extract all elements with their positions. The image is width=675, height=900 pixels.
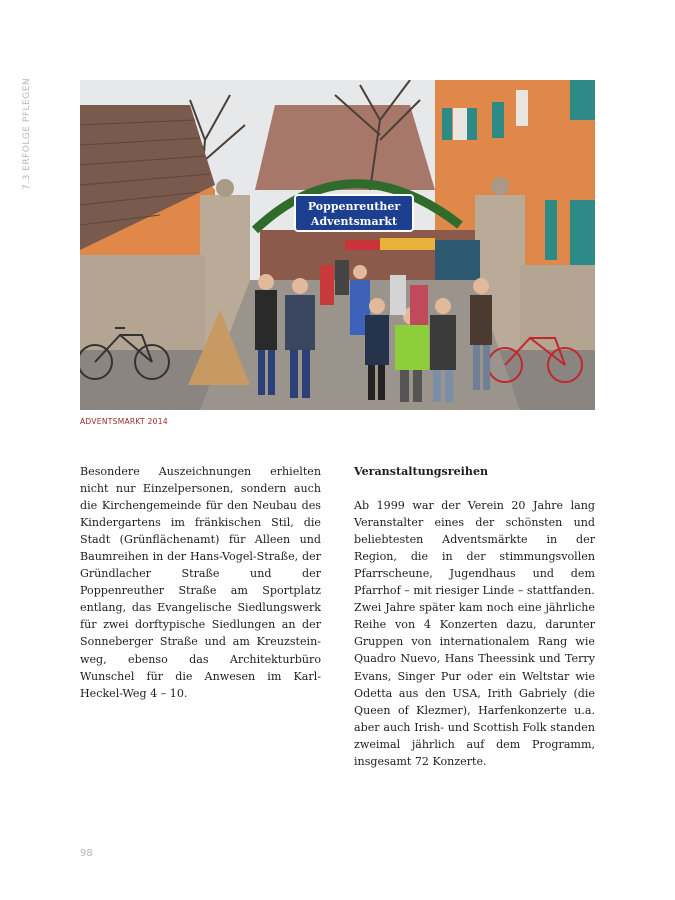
market-sign-line1: Poppenreuther — [307, 200, 401, 213]
left-paragraph: Besondere Auszeichnungen erhielten nicht nur Einzelpersonen, sondern auch die Kirchengemeinde für den Neubau des Kindergartens im fränkischen Stil, die Stadt (Grünflächenamt) für Alleen und Baumreihen in der Hans-Vogel-Straße, der Gründlacher Straße und der Poppenreuther Straße am Sportplatz entlang, das Evangelische Siedlungswerk für zwei dorftypische Siedlungen an der Sonneberger Straße und am Kreuzsteinweg, ebenso das Architekturbüro Wunschel für die Anwesen im Karl-Heckel-Weg 4 – 10. — [80, 465, 321, 700]
section-label-text: 7.3 ERFOLGE PFLEGEN — [22, 77, 32, 190]
right-paragraph-2: Zwei Jahre später kam noch eine jährliche Reihe von 4 Konzerten dazu, darunter Gruppen von internationalem Rang wie Quadro Nuevo, Hans Theessink und Terry Evans, Singer Pur oder ein Weltstar wie Odetta aus den USA, Irith Gabriely (die Queen of Klezmer), Harfenkonzerte u.a. aber auch Irish- und Scottish Folk standen zweimal jährlich auf dem Programm, insgesamt 72 Konzerte. — [354, 601, 595, 768]
photo-caption: ADVENTSMARKT 2014 — [80, 417, 168, 426]
stall-awning-yellow — [380, 238, 435, 250]
market-sign-line2: Adventsmarkt — [310, 215, 398, 228]
background-gable — [255, 105, 435, 190]
advent-market-photo — [80, 80, 595, 410]
stall-awning-red — [345, 240, 380, 250]
left-column — [80, 463, 321, 702]
pillar-finial-left — [216, 179, 234, 197]
right-column — [354, 463, 595, 770]
right-paragraph-1: Ab 1999 war der Verein 20 Jahre lang Veranstalter eines der schönsten und beliebtesten Adventsmärkte in der Region, die in der stimmungsvollen Pfarrscheune, Jugendhaus und dem Pfarrhof – mit riesiger Linde – stattfanden. — [354, 499, 595, 598]
pillar-finial-right — [491, 177, 509, 195]
section-heading: Veranstaltungsreihen — [354, 465, 489, 478]
section-label — [22, 77, 34, 190]
photo-illustration — [80, 80, 595, 410]
page-number: 98 — [80, 848, 93, 859]
